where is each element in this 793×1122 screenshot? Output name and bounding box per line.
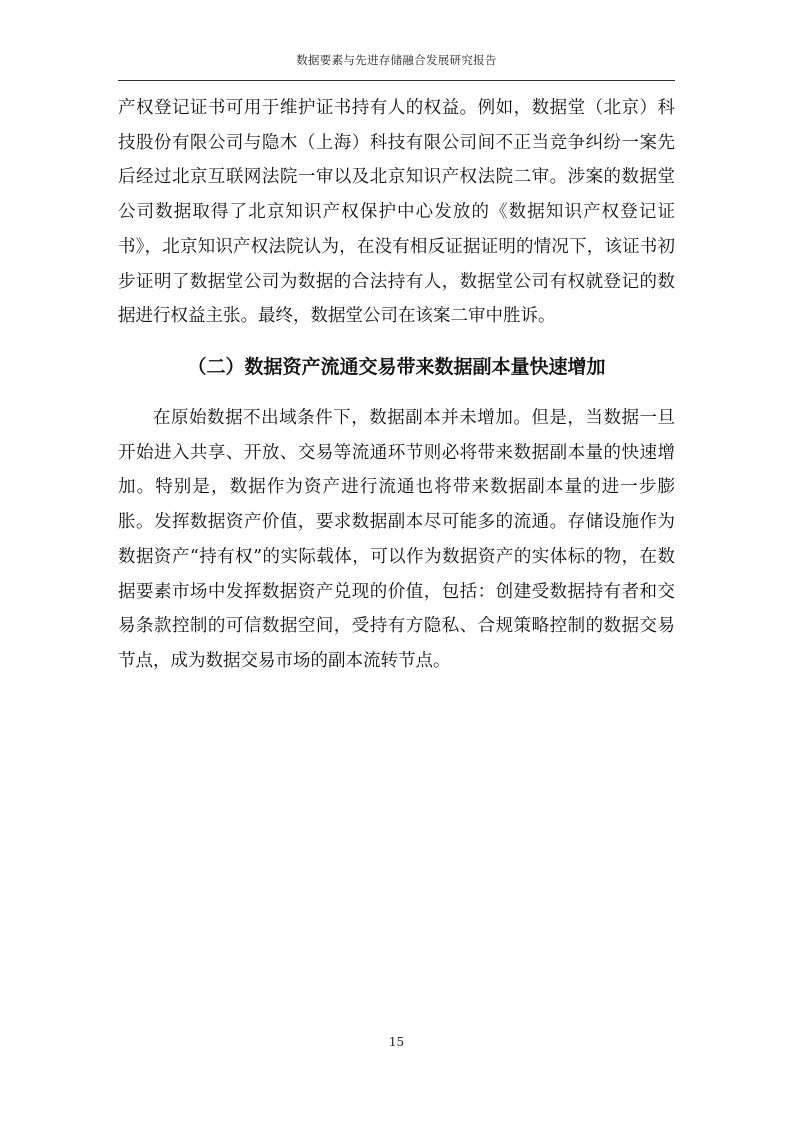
page-number: 15 (388, 1035, 405, 1049)
section-heading: （二）数据资产流通交易带来数据副本量快速增加 (187, 356, 606, 378)
body-paragraph-2: 在原始数据不出域条件下，数据副本并未增加。但是，当数据一旦开始进入共享、开放、交易等流通环节则必将带来数据副本量的快速增加。特别是，数据作为资产进行流通也将带来数据副本量的进一步膨胀。发挥数据资产价值，要求数据副本尽可能多的流通。存储设施作为数据资产“持有权”的实际载体，可以作为数据资产的实体标的物，在数据要素市场中发挥数据资产兑现的价值，包括：创建受数据持有者和交易条款控制的可信数据空间，受持有方隐私、合规策略控制的数据交易节点，成为数据交易市场的副本流转节点。 (118, 408, 675, 671)
header-divider (118, 80, 675, 81)
running-header: 数据要素与先进存储融合发展研究报告 (296, 53, 497, 67)
body-paragraph-1: 产权登记证书可用于维护证书持有人的权益。例如，数据堂（北京）科技股份有限公司与隐木（上海）科技有限公司间不正当竞争纠纷一案先后经过北京互联网法院一审以及北京知识产权法院二审。涉案的数据堂公司数据取得了北京知识产权保护中心发放的《数据知识产权登记证书》，北京知识产权法院认为，在没有相反证据证明的情况下，该证书初步证明了数据堂公司为数据的合法持有人，数据堂公司有权就登记的数据进行权益主张。最终，数据堂公司在该案二审中胜诉。 (118, 98, 675, 327)
